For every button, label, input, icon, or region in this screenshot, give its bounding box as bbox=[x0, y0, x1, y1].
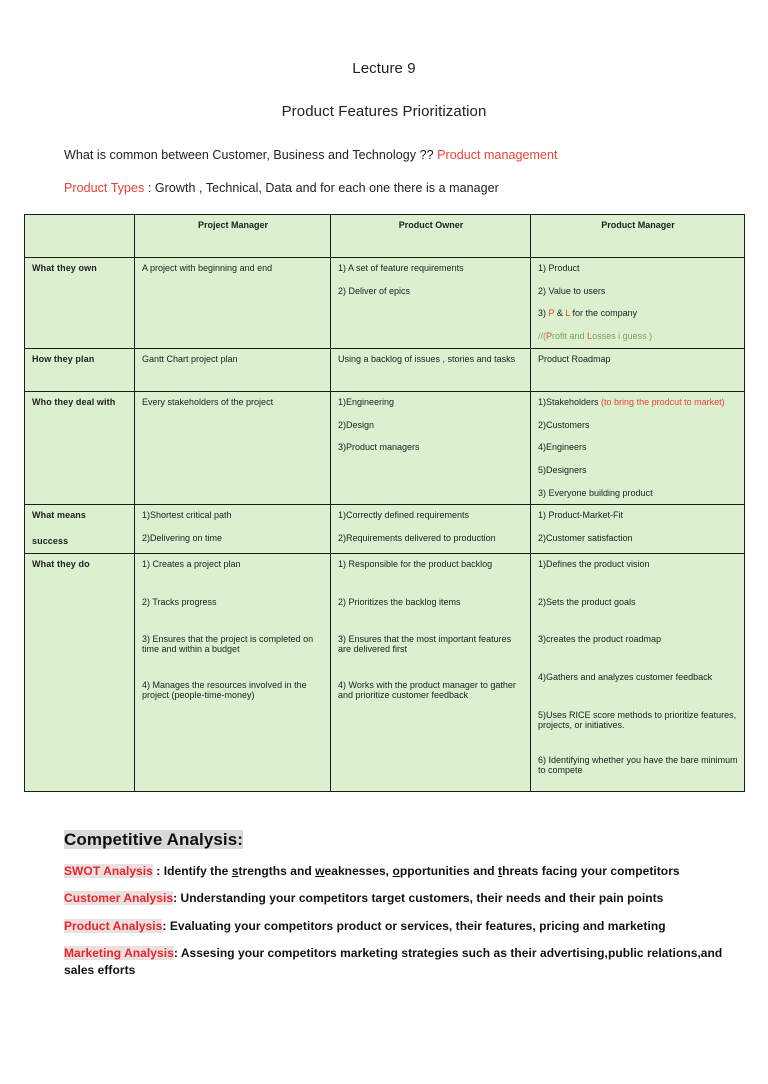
list-item: 1) A set of feature requirements bbox=[338, 263, 464, 273]
note-prefix: //( bbox=[538, 331, 546, 342]
note-letter-l: L bbox=[587, 331, 593, 342]
list-item: 1) Creates a project plan bbox=[142, 558, 241, 569]
cell-do-product-owner bbox=[331, 553, 531, 791]
list-item-customer-analysis bbox=[64, 890, 728, 907]
list-item: 2)Customer satisfaction bbox=[538, 533, 633, 544]
cell-success-product-manager bbox=[531, 505, 745, 553]
page-subtitle: Product Features Prioritization bbox=[281, 103, 487, 120]
swot-desc-d: pportunities and bbox=[399, 863, 499, 878]
row-label-what-they-own: What they own bbox=[25, 258, 135, 349]
column-header-product-manager: Product Manager bbox=[531, 215, 745, 258]
row-label-line-2: success bbox=[32, 536, 69, 547]
list-item: 2) Tracks progress bbox=[142, 596, 217, 607]
list-item: 1) Responsible for the product backlog bbox=[338, 558, 493, 569]
customer-desc: Understanding your competitors target customers, their needs and their pain points bbox=[180, 891, 664, 906]
cell-plan-project-manager bbox=[135, 348, 331, 391]
page-title: Lecture 9 bbox=[352, 60, 416, 77]
list-item: Using a backlog of issues , stories and tasks bbox=[338, 353, 516, 364]
list-item: Product Roadmap bbox=[538, 353, 611, 364]
list-item: 1)Correctly defined requirements bbox=[338, 510, 470, 521]
pl-suffix: for the company bbox=[570, 308, 638, 319]
note-middle: rofit and bbox=[552, 331, 588, 342]
table-header-row bbox=[25, 215, 745, 258]
row-label-who-they-deal-with: Who they deal with bbox=[25, 391, 135, 505]
list-item: A project with beginning and end bbox=[142, 263, 273, 273]
cell-own-product-owner bbox=[331, 258, 531, 349]
term-product-analysis: Product Analysis bbox=[64, 918, 163, 933]
list-item: 2) Value to users bbox=[538, 285, 606, 296]
list-item: 5)Designers bbox=[538, 465, 587, 476]
list-item-profit-loss bbox=[538, 309, 738, 319]
list-item-marketing-analysis bbox=[64, 945, 728, 980]
intro-line-2 bbox=[64, 181, 728, 195]
cell-own-project-manager bbox=[135, 258, 331, 349]
list-item: 2) Prioritizes the backlog items bbox=[338, 596, 461, 607]
pl-letter-l: L bbox=[565, 308, 571, 319]
annotation-profit-loss bbox=[538, 332, 738, 342]
list-item: Every stakeholders of the project bbox=[142, 396, 274, 407]
stakeholders-annotation: (to bring the prodcut to market) bbox=[601, 396, 725, 407]
competitive-analysis-heading: Competitive Analysis: bbox=[64, 829, 244, 849]
pl-letter-p: P bbox=[548, 308, 555, 319]
column-header-product-owner: Product Owner bbox=[331, 215, 531, 258]
list-item: 4)Engineers bbox=[538, 442, 587, 453]
column-header-project-manager: Project Manager bbox=[135, 215, 331, 258]
list-item: 1) Product-Market-Fit bbox=[538, 510, 624, 521]
list-item-product-analysis bbox=[64, 918, 728, 935]
swot-separator: : bbox=[152, 863, 164, 878]
cell-plan-product-owner bbox=[331, 348, 531, 391]
swot-letter-t: t bbox=[498, 863, 503, 878]
cell-do-product-manager bbox=[531, 553, 745, 791]
comparison-table-wrapper bbox=[24, 214, 744, 792]
marketing-separator: : bbox=[173, 946, 181, 961]
swot-letter-w: w bbox=[315, 863, 325, 878]
product-desc: Evaluating your competitors product or services, their features, pricing and marketing bbox=[169, 918, 666, 933]
list-item: 2)Design bbox=[338, 419, 375, 430]
term-marketing-analysis: Marketing Analysis bbox=[64, 946, 174, 961]
swot-desc-e: hreats facing your competitors bbox=[502, 863, 680, 878]
list-item: 3)Product managers bbox=[338, 442, 420, 453]
competitive-analysis-heading-row bbox=[64, 830, 728, 850]
term-customer-analysis: Customer Analysis bbox=[64, 891, 174, 906]
swot-desc-a: Identify the bbox=[163, 863, 232, 878]
list-item: 3) Ensures that the most important features are delivered first bbox=[338, 634, 512, 655]
list-item: 1)Engineering bbox=[338, 396, 395, 407]
table-corner-cell bbox=[25, 215, 135, 258]
competitive-analysis-list bbox=[64, 863, 728, 980]
list-item: 1)Shortest critical path bbox=[142, 510, 232, 521]
marketing-desc: Assesing your competitors marketing strategies such as their advertising,public relations,and sales efforts bbox=[64, 946, 723, 978]
cell-deal-project-manager bbox=[135, 391, 331, 505]
list-item-stakeholders bbox=[538, 398, 738, 408]
cell-deal-product-owner bbox=[331, 391, 531, 505]
table-row bbox=[25, 553, 745, 791]
table-row bbox=[25, 348, 745, 391]
swot-desc-b: trengths and bbox=[238, 863, 316, 878]
product-separator: : bbox=[162, 918, 170, 933]
cell-success-project-manager bbox=[135, 505, 331, 553]
note-suffix: osses i guess ) bbox=[592, 331, 653, 342]
table-row bbox=[25, 391, 745, 505]
list-item: 3)creates the product roadmap bbox=[538, 634, 662, 645]
list-item: 2)Delivering on time bbox=[142, 533, 223, 544]
list-item: 2) Deliver of epics bbox=[338, 285, 411, 296]
customer-separator: : bbox=[173, 891, 181, 906]
pl-middle: & bbox=[554, 308, 566, 319]
intro-line-2-text: : Growth , Technical, Data and for each one there is a manager bbox=[144, 181, 499, 195]
table-row bbox=[25, 505, 745, 553]
intro-block bbox=[0, 148, 768, 195]
swot-letter-o: o bbox=[392, 863, 400, 878]
table-row bbox=[25, 258, 745, 349]
list-item: 2)Customers bbox=[538, 419, 590, 430]
row-label-how-they-plan: How they plan bbox=[25, 348, 135, 391]
list-item: 4) Manages the resources involved in the project (people-time-money) bbox=[142, 679, 307, 700]
term-swot-analysis: SWOT Analysis bbox=[64, 863, 153, 878]
list-item: 2)Sets the product goals bbox=[538, 596, 636, 607]
stakeholders-text: 1)Stakeholders bbox=[538, 396, 602, 407]
pl-prefix: 3) bbox=[538, 308, 549, 319]
competitive-analysis-section bbox=[0, 830, 768, 980]
role-comparison-table bbox=[24, 214, 745, 792]
list-item: 6) Identifying whether you have the bare minimum to compete bbox=[538, 755, 738, 775]
list-item: 4) Works with the product manager to gather and prioritize customer feedback bbox=[338, 679, 516, 700]
intro-line-1 bbox=[64, 148, 728, 162]
list-item: 3) Ensures that the project is completed on time and within a budget bbox=[142, 634, 314, 655]
list-item: 1) Product bbox=[538, 263, 580, 273]
list-item-swot-analysis bbox=[64, 863, 728, 880]
cell-success-product-owner bbox=[331, 505, 531, 553]
row-label-line-1: What means bbox=[32, 510, 87, 521]
intro-line-1-highlight: Product management bbox=[437, 148, 558, 162]
intro-line-1-text: What is common between Customer, Business and Technology ?? bbox=[64, 148, 438, 162]
list-item: 2)Requirements delivered to production bbox=[338, 533, 496, 544]
row-label-what-means-success bbox=[25, 505, 135, 553]
list-item: Gantt Chart project plan bbox=[142, 353, 238, 364]
cell-plan-product-manager bbox=[531, 348, 745, 391]
cell-own-product-manager bbox=[531, 258, 745, 349]
row-label-what-they-do: What they do bbox=[25, 553, 135, 791]
list-item: 4)Gathers and analyzes customer feedback bbox=[538, 672, 713, 683]
list-item: 3) Everyone building product bbox=[538, 487, 653, 498]
intro-line-2-highlight: Product Types bbox=[64, 181, 145, 195]
swot-letter-s: s bbox=[231, 863, 239, 878]
cell-do-project-manager bbox=[135, 553, 331, 791]
list-item: 1)Defines the product vision bbox=[538, 558, 650, 569]
cell-deal-product-manager bbox=[531, 391, 745, 505]
list-item: 5)Uses RICE score methods to prioritize features, projects, or initiatives. bbox=[538, 709, 737, 730]
note-letter-p: P bbox=[546, 331, 553, 342]
swot-desc-c: eaknesses, bbox=[324, 863, 393, 878]
